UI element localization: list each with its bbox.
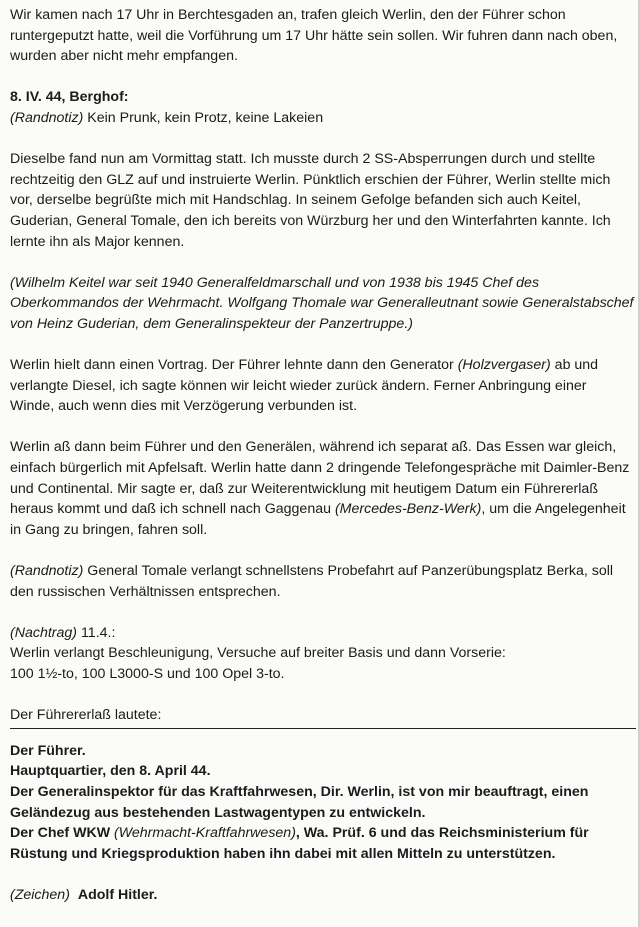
text-run: ab und verlangte Diesel, ich sagte können wir leicht wieder zurück ändern. Ferner Anbringung einer Winde, auch wenn dies mit Verzögerung verbunden ist. xyxy=(10,357,599,415)
addendum-heading xyxy=(10,623,634,644)
decree-line-3: Der Generalinspektor für das Kraftfahrwesen, Dir. Werlin, ist von mir beauftragt, einen Geländezug aus bestehenden Lastwagentypen zu entwickeln. xyxy=(10,783,589,821)
text-run: , um die Angelegenheit in Gang zu bringen, fahren soll. xyxy=(10,501,626,538)
margin-note-text: Kein Prunk, kein Protz, keine Lakeien xyxy=(83,109,324,126)
decree-line-4 xyxy=(10,823,634,864)
addendum-line-1: Werlin verlangt Beschleunigung, Versuche auf breiter Basis und dann Vorserie: xyxy=(10,645,506,662)
signature-tag: (Zeichen) xyxy=(10,886,70,903)
paragraph-meeting: Dieselbe fand nun am Vormittag statt. Ich musste durch 2 SS-Absperrungen durch und stellte rechtzeitig den GLZ auf und instruierte Werlin. Pünktlich erschien der Führer, Werlin stellte mich vor, derselbe begrüßte mich mit Handschlag. In seinem Gefolge befanden sich auch Keitel, Guderian, General Tomale, den ich bereits von Würzburg her und den Winterfahrten kannte. Ich lernte ihn als Major kennen. xyxy=(10,151,611,250)
margin-note-2 xyxy=(10,561,634,602)
margin-note-tag: (Randnotiz) xyxy=(10,109,84,126)
intro-paragraph: Wir kamen nach 17 Uhr in Berchtesgaden an, trafen gleich Werlin, den der Führer schon runtergeputzt hatte, weil die Vorführung um 17 Uhr hätte sein sollen. Wir fuhren dann nach oben, wurden aber nicht mehr empfangen. xyxy=(10,7,618,65)
margin-note-text: General Tomale verlangt schnellstens Probefahrt auf Panzerübungsplatz Berka, soll den russischen Verhältnissen entsprechen. xyxy=(10,563,614,600)
text-run: , Wa. Prüf. 6 und das Reichsministerium für Rüstung und Kriegsproduktion haben ihn dabei mit allen Mitteln zu unterstützen. xyxy=(10,825,589,862)
text-run: Werlin hielt dann einen Vortrag. Der Führer lehnte dann den Generator xyxy=(10,357,458,374)
paragraph-lunch xyxy=(10,437,634,540)
entry-heading: 8. IV. 44, Berghof: xyxy=(10,89,129,106)
divider-line xyxy=(10,728,636,729)
signature-name: Adolf Hitler. xyxy=(77,886,158,903)
addendum-date: 11.4.: xyxy=(77,624,116,641)
paragraph-annotation: (Wilhelm Keitel war seit 1940 Generalfeldmarschall und von 1938 bis 1945 Chef des Oberkommandos der Wehrmacht. Wolfgang Thomale war Generalleutnant sowie Generalstabschef von Heinz Guderian, dem Generalinspekteur der Panzertruppe.) xyxy=(10,274,634,332)
text-run-italic: (Mercedes-Benz-Werk) xyxy=(334,501,482,518)
text-run: Werlin aß dann beim Führer und den Generälen, während ich separat aß. Das Essen war gleich, einfach bürgerlich mit Apfelsaft. Werlin hatte dann 2 dringende Telefongespräche mit Daimler-Benz und Continental. Mir sagte er, daß zur Weiterentwicklung mit heutigem Datum ein Führererlaß heraus kommt und daß ich schnell nach Gaggenau xyxy=(10,439,630,518)
margin-note-1 xyxy=(10,108,634,129)
decree-line-1: Der Führer. xyxy=(10,742,86,759)
text-run-italic: (Wehrmacht-Kraftfahrwesen) xyxy=(114,825,296,842)
margin-note-tag: (Randnotiz) xyxy=(10,563,84,580)
signature-line xyxy=(10,885,634,906)
addendum-line-2: 100 1½-to, 100 L3000-S und 100 Opel 3-to. xyxy=(10,666,285,682)
text-run-italic: (Holzvergaser) xyxy=(457,357,551,374)
text-run: Der Chef WKW xyxy=(10,825,115,842)
addendum-tag: (Nachtrag) xyxy=(10,624,78,641)
decree-intro: Der Führererlaß lautete: xyxy=(10,707,162,724)
decree-line-2: Hauptquartier, den 8. April 44. xyxy=(10,763,211,780)
paragraph-lecture xyxy=(10,355,634,417)
